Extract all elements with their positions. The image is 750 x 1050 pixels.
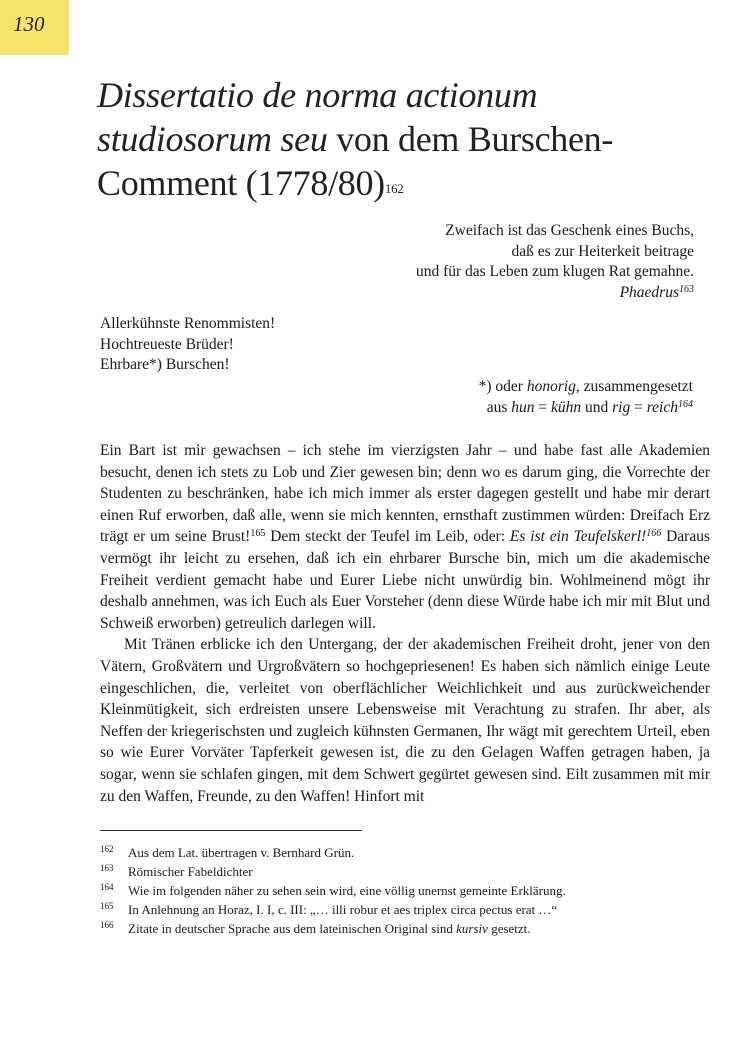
note-italic: honorig [526, 378, 576, 395]
footnote-ref-162[interactable]: 162 [384, 181, 404, 196]
salutation-line: Hochtreueste Brüder! [100, 335, 234, 353]
footnote-number: 163 [100, 863, 114, 873]
note-italic: rig [612, 398, 631, 416]
note-italic: reich [646, 398, 678, 416]
footnote-ref-165[interactable]: 165 [250, 528, 266, 540]
page-number: 130 [13, 12, 45, 36]
footnote-text: Römischer Fabeldichter [128, 864, 253, 879]
note-text: *) oder [478, 378, 527, 395]
title-line-1: Dissertatio de norma actionum [97, 75, 538, 115]
footnote-text: Aus dem Lat. übertragen v. Bernhard Grün. [128, 845, 355, 860]
paragraph-1 [100, 440, 710, 634]
footnote-number: 165 [100, 901, 114, 911]
paragraph-2: Mit Tränen erblicke ich den Untergang, der der akademischen Freiheit droht, jener von den Vätern, Großvätern und Urgroßvätern so hochgepriesenen! Es haben sich nämlich einige Leute eingeschlichen, die, verleitet von oberflächlicher Weichlichkeit und aus zurückweichender Kleinmütigkeit, sich erdreisten unsere Lebensweise mit Verachtung zu strafen. Ihr aber, als Neffen der kriegerischsten und zugleich kühnsten Germanen, Ihr wägt mit gerechtem Urteil, eben so wie Eurer Vorväter Tapferkeit gewesen ist, die zu den Gelagen Waffen getragen haben, ja sogar, wenn sie schlafen gingen, mit dem Schwert gegürtet gewesen sind. Eilt zusammen mit mir zu den Waffen, Freunde, zu den Waffen! Hinfort mit [100, 636, 710, 805]
footnote-163 [100, 862, 700, 881]
title-line-2-italic: studiosorum seu [97, 119, 328, 159]
note-text: aus [486, 398, 512, 416]
note-text: = [630, 398, 647, 416]
title-line-3: Comment (1778/80) [97, 163, 385, 203]
footnote-text-italic: kursiv [456, 921, 488, 936]
footnote-165 [100, 900, 700, 919]
paragraph-text: Dem steckt der Teufel im Leib, oder: [265, 528, 510, 546]
epigraph-author [416, 283, 694, 304]
footnote-ref-164[interactable]: 164 [678, 398, 693, 410]
footnote-ref-163[interactable]: 163 [679, 283, 694, 295]
body-text [100, 440, 710, 807]
note-text: = [534, 398, 551, 416]
footnote-text [128, 919, 531, 938]
note-text: und [581, 398, 613, 416]
note-text: , zusammengesetzt [575, 378, 693, 395]
footnote-166 [100, 919, 700, 938]
paragraph-text: Daraus vermögt ihr leicht zu ersehen, daß ich ein ehrbarer Bursche bin, mich um die akademische Freiheit verdient gemacht habe und Eurer Liebe nicht unwürdig bin. Wohlmeinend mögt ihr deshalb annehmen, was ich Euch als Euer Vorsteher (denn diese Würde habe ich mir mit Blut und Schweiß erworben) getreulich darlegen will. [100, 528, 710, 632]
footnote-number: 164 [100, 882, 114, 892]
chapter-title [97, 73, 657, 205]
note-italic: kühn [550, 398, 582, 416]
paragraph-text: Ein Bart ist mir gewachsen – ich stehe im vierzigsten Jahr – und habe fast alle Akademien besucht, denen ich stets zu Lob und Zier gewesen bin; denn wo es darum ging, die Vorrechte der Studenten zu beschränken, habe ich mich immer als erster dagegen gestellt und habe mir derart einen Ruf erworben, daß alle, wenn sie mich kennten, ernsthaft zustimmen würden: Dreifach Erz trägt er um seine Brust! [100, 442, 710, 546]
footnote-164 [100, 881, 700, 900]
footnote-ref-166[interactable]: 166 [646, 528, 662, 540]
epigraph [416, 221, 694, 303]
epigraph-line: Zweifach ist das Geschenk eines Buchs, [445, 222, 694, 239]
footnote-text: In Anlehnung an Horaz, I. I, c. III: „… illi robur et aes triplex circa pectus erat …“ [128, 902, 558, 917]
footnote-162 [100, 843, 700, 862]
note-line-1 [479, 377, 693, 398]
epigraph-line: und für das Leben zum klugen Rat gemahne. [415, 263, 694, 280]
asterisk-note [479, 377, 693, 418]
epigraph-author-name: Phaedrus [619, 283, 679, 301]
footnote-text-part: gesetzt. [487, 921, 531, 936]
footnote-text: Wie im folgenden näher zu sehen sein wird, eine völlig unernst gemeinte Erklärung. [128, 883, 566, 898]
page-number-tab [0, 0, 69, 55]
salutation [100, 314, 275, 376]
footnotes [100, 843, 700, 938]
epigraph-line: daß es zur Heiterkeit beitrage [511, 242, 694, 260]
title-line-2-roman: von dem Burschen- [327, 119, 614, 159]
footnote-text-part: Zitate in deutscher Sprache aus dem lateinischen Original sind [128, 921, 457, 936]
footnote-number: 162 [100, 844, 114, 854]
salutation-line: Ehrbare*) Burschen! [100, 356, 230, 373]
note-italic: hun [511, 398, 535, 416]
paragraph-italic: Es ist ein Teufelskerl! [509, 528, 647, 546]
note-line-2 [479, 398, 693, 419]
footnote-separator [100, 830, 362, 831]
footnote-number: 166 [100, 920, 114, 930]
salutation-line: Allerkühnste Renommisten! [100, 315, 276, 332]
